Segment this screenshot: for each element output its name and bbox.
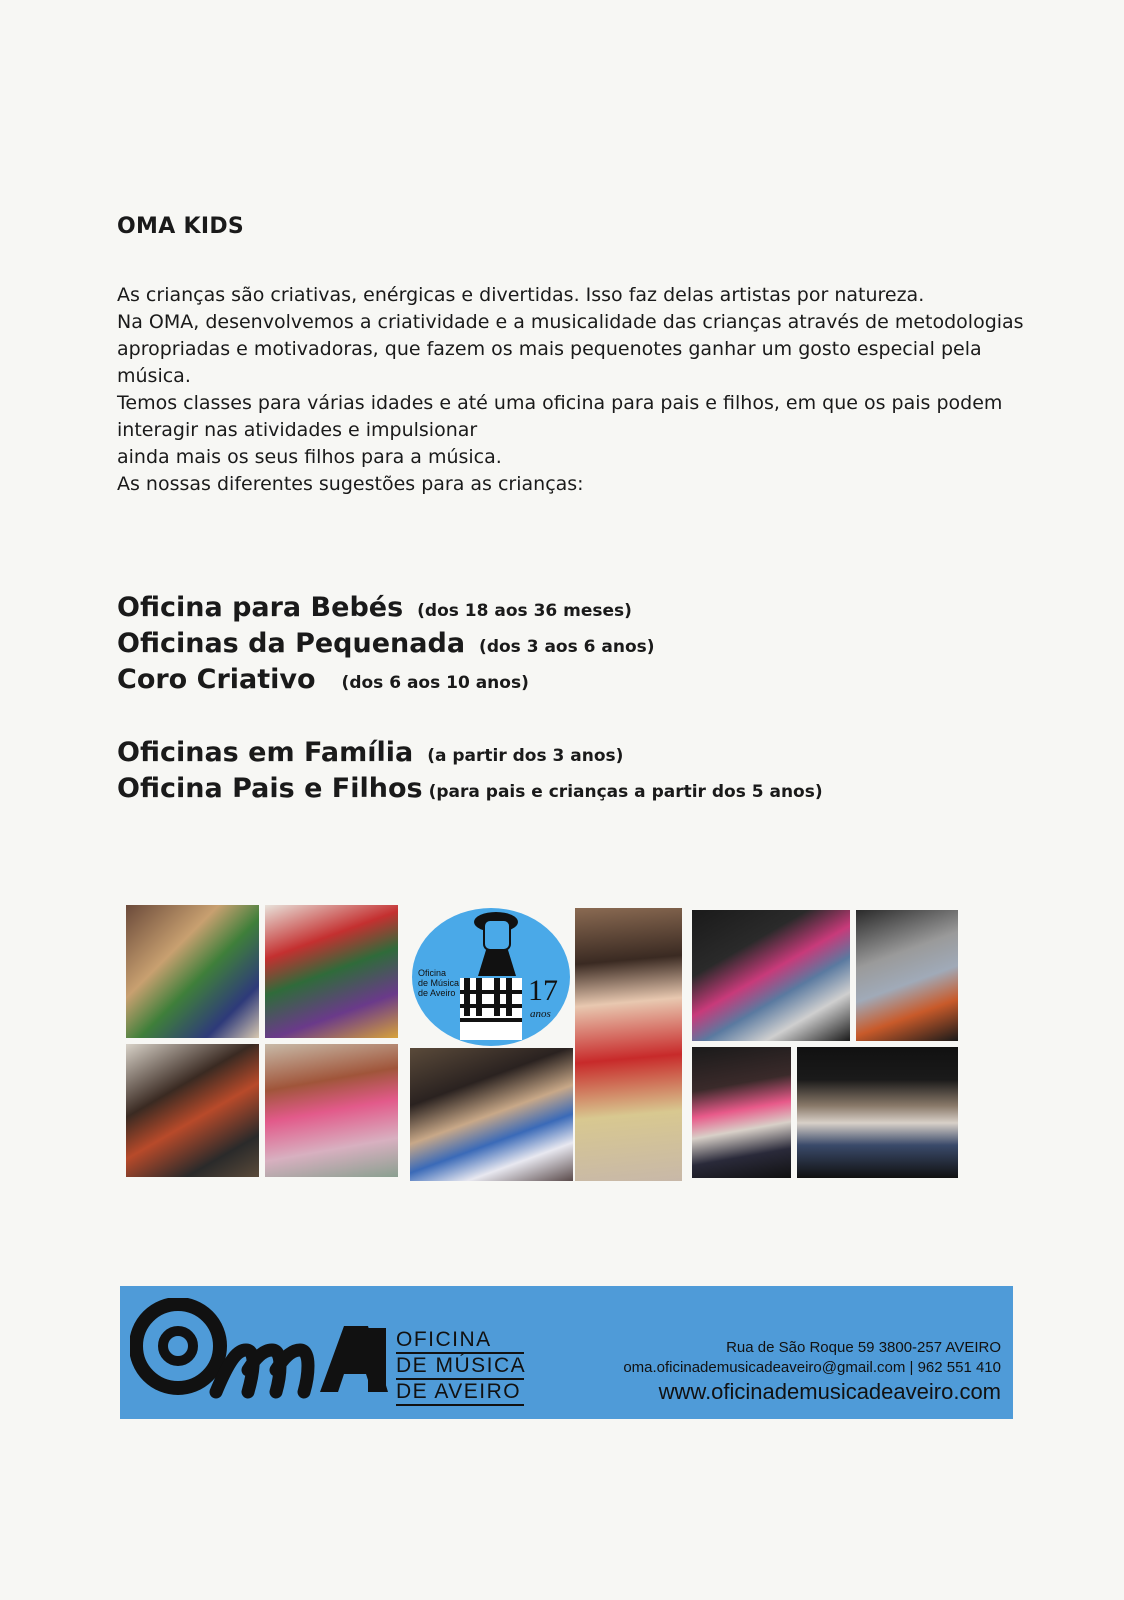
offer-name: Oficina para Bebés [117,592,404,623]
offer-age: (para pais e crianças a partir dos 5 anos) [428,782,823,802]
offer-age: (dos 18 aos 36 meses) [417,601,632,621]
oma-17-anos-badge [412,908,570,1046]
badge-years-word: anos [530,1008,551,1020]
offer-item [117,771,823,807]
badge-name-line: de Música [418,978,460,988]
photo-teacher-costume [265,905,398,1038]
intro-paragraph: As crianças são criativas, enérgicas e divertidas. Isso faz delas artistas por natureza. [117,284,925,306]
badge-years: 17 [528,974,558,1007]
offer-item [117,735,823,771]
logo-wordmark [396,1328,527,1406]
website-link[interactable]: www.oficinademusicadeaveiro.com [658,1379,1001,1404]
photo-family-keyboard [410,1048,573,1181]
page-title: OMA KIDS [117,214,245,239]
offer-age: (dos 6 aos 10 anos) [341,673,529,693]
oma-logo-icon [130,1298,392,1406]
offer-item [117,590,655,626]
address: Rua de São Roque 59 3800-257 AVEIRO [726,1339,1001,1356]
offer-age: (a partir dos 3 anos) [427,746,624,766]
offer-item [117,662,655,698]
contact-block [623,1338,1001,1406]
intro-paragraph: As nossas diferentes sugestões para as crianças: [117,473,584,495]
logo-word: OFICINA [396,1328,524,1354]
photo-group-stage [797,1047,958,1178]
badge-name-line: Oficina [418,968,447,978]
email-phone[interactable]: oma.oficinademusicadeaveiro@gmail.com | 962 551 410 [623,1359,1001,1376]
intro-paragraph: Temos classes para várias idades e até uma oficina para pais e filhos, em que os pais podem interagir nas atividades e impulsionar [117,392,1003,441]
photo-boy-guitar [856,910,958,1041]
intro-paragraph: Na OMA, desenvolvemos a criatividade e a musicalidade das crianças através de metodologias apropriadas e motivadoras, que fazem os mais pequenotes ganhar um gosto especial pela música. [117,311,1024,387]
offers-list-kids [117,590,655,698]
logo-word: DE MÚSICA [396,1354,524,1380]
photo-baby-xylophone [126,905,259,1038]
intro-text [117,282,1057,498]
logo-word: DE AVEIRO [396,1380,524,1406]
offers-list-family [117,735,823,807]
badge-name-line: de Aveiro [418,988,456,998]
intro-paragraph: ainda mais os seus filhos para a música. [117,446,502,468]
offer-name: Oficina Pais e Filhos [117,773,423,804]
offer-name: Oficinas em Família [117,737,414,768]
offer-item [117,626,655,662]
offer-age: (dos 3 aos 6 anos) [479,637,655,657]
offer-name: Coro Criativo [117,664,316,695]
photo-kids-room [265,1044,398,1177]
photo-family-tablet [126,1044,259,1177]
offer-name: Oficinas da Pequenada [117,628,466,659]
photo-girl-drums [692,910,850,1041]
photo-girl-glockenspiel [575,908,682,1181]
badge-name [418,968,459,998]
footer-banner [120,1286,1013,1419]
photo-violin-students [692,1047,791,1178]
